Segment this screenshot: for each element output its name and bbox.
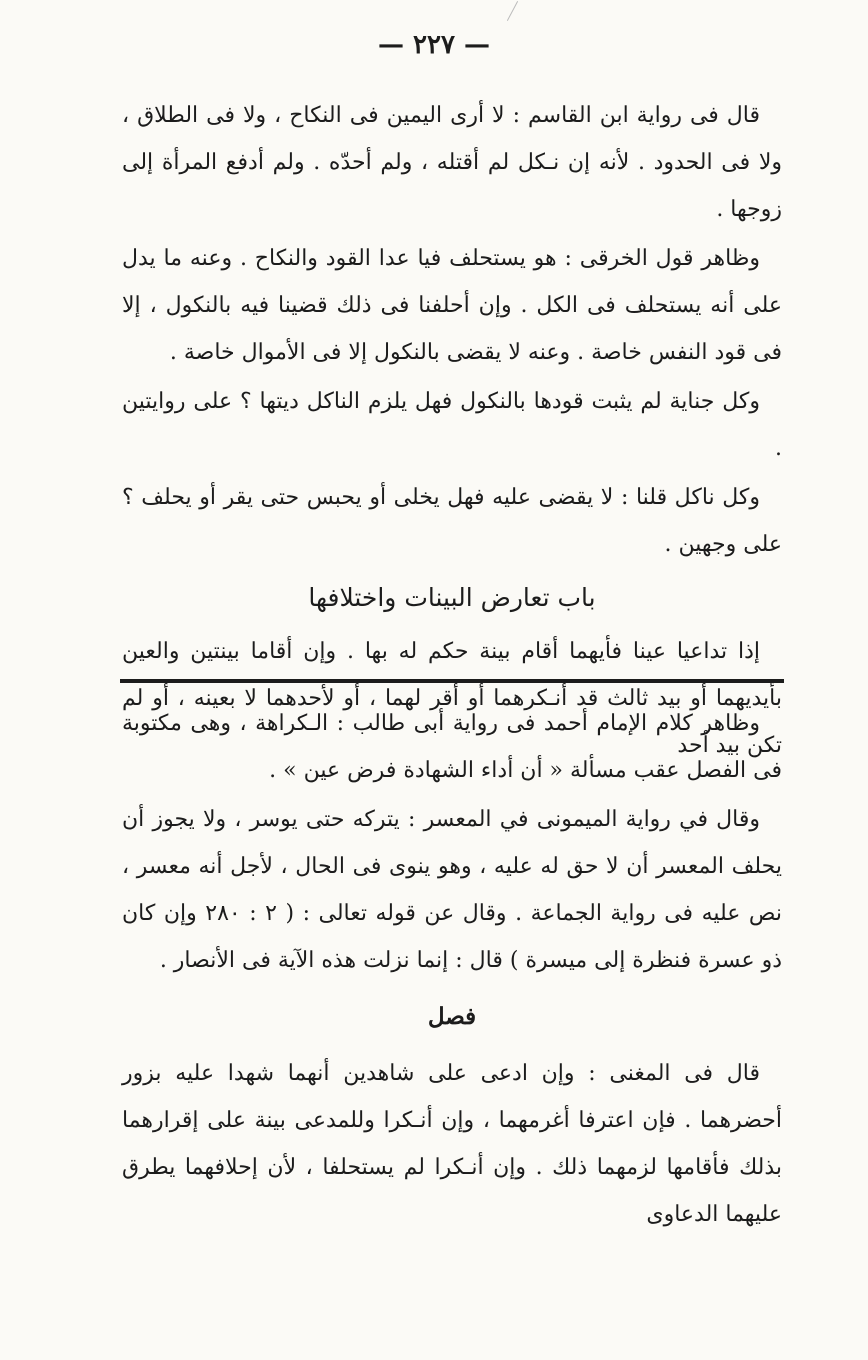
footnotes — [122, 700, 782, 1240]
paper-mark — [507, 1, 518, 21]
fasl-paragraph: قال فى المغنى : وإن ادعى على شاهدين أنهما شهدا عليه بزور أحضرهما . فإن اعترفا أغرمهما ، وإن أنـكرا وللمدعى بينة على إقرارهما بذلك فأقامها لزمهما ذلك . وإن أنـكرا لم يستحلفا ، لأن إحلافهما يطرق عليهما الدعاوى — [122, 1061, 782, 1227]
main-paragraph-4: وكل ناكل قلنا : لا يقضى عليه فهل يخلى أو يحبس حتى يقر أو يحلف ؟ على وجهين . — [122, 485, 782, 557]
section-paragraph: إذا تداعيا عينا فأيهما أقام بينة حكم له بها . وإن أقاما بينتين والعين بأيديهما أو بيد ثالث قد أنـكرهما أو أقر لهما ، أو لأحدهما لا بعينه ، أو لم تكن بيد أحد — [122, 639, 782, 758]
section-heading: باب تعارض البينات واختلافها — [308, 583, 596, 612]
main-text — [122, 92, 782, 771]
footnote-paragraph-2: وقال في رواية الميمونى في المعسر : يتركه حتى يوسر ، ولا يجوز أن يحلف المعسر أن لا حق له عليه ، وهو ينوى فى الحال ، لأجل أنه معسر ، نص عليه فى رواية الجماعة . وقال عن قوله تعالى : ( ٢ : ٢٨٠ وإن كان ذو عسرة فنظرة إلى ميسرة ) قال : إنما نزلت هذه الآية فى الأنصار . — [122, 807, 782, 973]
footnote-divider — [120, 679, 784, 683]
page-number: — ٢٢٧ — — [377, 30, 491, 60]
main-paragraph-2: وظاهر قول الخرقى : هو يستحلف فيا عدا القود والنكاح . وعنه ما يدل على أنه يستحلف فى الكل . وإن أحلفنا فى ذلك قضينا فيه بالنكول ، إلا فى قود النفس خاصة . وعنه لا يقضى بالنكول إلا فى الأموال خاصة . — [122, 246, 782, 365]
main-paragraph-3: وكل جناية لم يثبت قودها بالنكول فهل يلزم الناكل ديتها ؟ على روايتين . — [122, 389, 782, 461]
fasl-heading: فصل — [427, 1003, 477, 1030]
main-paragraph-1: قال فى رواية ابن القاسم : لا أرى اليمين فى النكاح ، ولا فى الطلاق ، ولا فى الحدود . لأنه إن نـكل لم أقتله ، ولم أحدّه . ولم أدفع المرأة إلى زوجها . — [122, 103, 782, 222]
footnote-paragraph-1: وظاهر كلام الإمام أحمد فى رواية أبى طالب : الـكراهة ، وهى مكتوبة فى الفصل عقب مسألة « أن أداء الشهادة فرض عين » . — [122, 711, 782, 783]
